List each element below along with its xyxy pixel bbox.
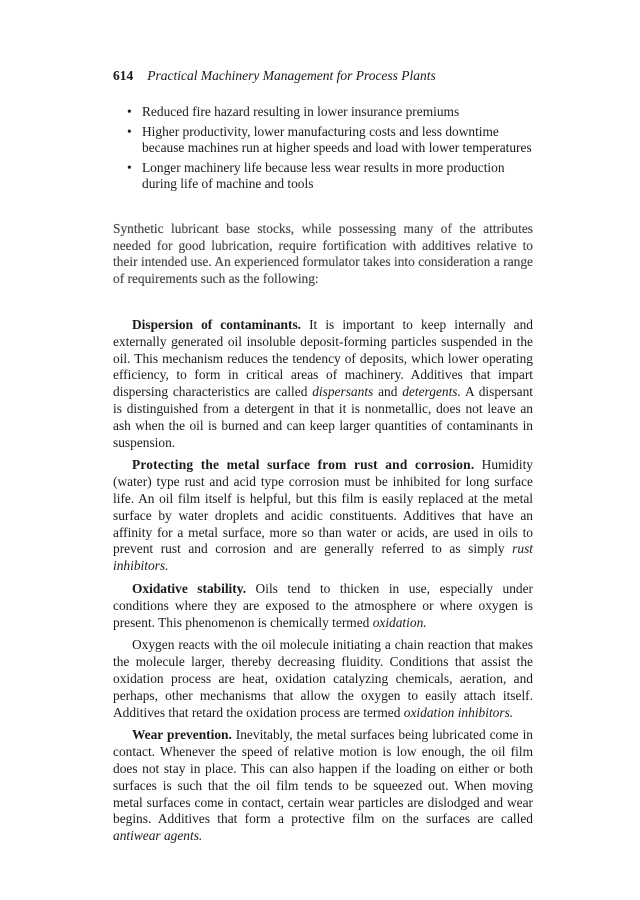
oxidative-heading: Oxidative stability.	[132, 580, 247, 596]
bullet-dot-icon: •	[127, 160, 132, 175]
rust-paragraph	[113, 457, 533, 575]
list-item-text: Reduced fire hazard resulting in lower insurance premiums	[142, 104, 460, 119]
wear-paragraph	[113, 727, 533, 845]
book-title: Practical Machinery Management for Process Plants	[147, 68, 436, 83]
oxidative-paragraph	[113, 581, 533, 631]
paragraph-text: Inevitably, the metal surfaces being lubricated come in contact. Whenever the speed of relative motion is low enough, the oil film does not stay in place. This can also happen if the loading on either or both surfaces is such that the oil film tends to be squeezed out. When moving metal surfaces come in contact, certain wear particles are dislodged and wear begins. Additives that form a protective film on the surfaces are called	[113, 727, 533, 827]
term-oxidation: oxidation.	[372, 614, 427, 630]
running-head	[113, 68, 533, 84]
book-page	[113, 68, 533, 851]
list-item	[113, 104, 533, 120]
list-item-text: Higher productivity, lower manufacturing costs and less downtime because machines run at higher speeds and load with lower temperatures	[142, 124, 532, 155]
bullet-dot-icon: •	[127, 124, 132, 139]
oxygen-paragraph	[113, 637, 533, 721]
page-number: 614	[113, 68, 134, 83]
bullet-dot-icon: •	[127, 104, 132, 119]
paragraph-text: Humidity (water) type rust and acid type corrosion must be inhibited for long surface life. An oil film itself is helpful, but this film is easily replaced at the metal surface by water droplets and acidic constituents. Additives that have an affinity for a metal surface, more so than water or acids, are used in oils to prevent rust and corrosion and are generally referred to as simply	[113, 457, 533, 557]
term-detergents: detergents.	[402, 384, 461, 400]
dispersion-heading: Dispersion of contaminants.	[132, 317, 302, 332]
dispersion-paragraph	[113, 317, 533, 451]
term-oxidation-inhibitors: oxidation inhibitors.	[403, 704, 514, 720]
rust-heading: Protecting the metal surface from rust and corrosion.	[132, 457, 475, 473]
benefits-list	[113, 104, 533, 192]
list-item	[113, 124, 533, 156]
paragraph-text: and	[373, 384, 403, 400]
paragraph-text: A dispersant is distinguished from a detergent in that it is nonmetallic, does not leave an ash when the oil is burned and can keep larger quantities of contaminants in suspension.	[113, 384, 534, 450]
term-antiwear-agents: antiwear agents.	[113, 828, 203, 844]
list-item	[113, 160, 533, 192]
paragraph-text: Oxygen reacts with the oil molecule initiating a chain reaction that makes the molecule larger, thereby decreasing fluidity. Conditions that assist the oxidation process are heat, oxidation catalyzing chemicals, aeration, and perhaps, other mechanisms that allow the oxygen to easily attach itself. Additives that retard the oxidation process are termed	[113, 637, 533, 720]
wear-heading: Wear prevention.	[132, 727, 232, 743]
paragraph-text: Oils tend to thicken in use, especially under conditions where they are exposed to the atmosphere or where oxygen is present. This phenomenon is chemically termed	[113, 580, 533, 630]
term-dispersants: dispersants	[312, 384, 374, 400]
term-rust-inhibitors: rust inhibitors.	[113, 541, 533, 574]
list-item-text: Longer machinery life because less wear results in more production during life of machine and tools	[142, 160, 505, 191]
paragraph-text: It is important to keep internally and externally generated oil insoluble deposit-forming particles suspended in the oil. This mechanism reduces the tendency of deposits, which lower operating efficiency, to form in critical areas of machinery. Additives that impart dispersing characteristics are called	[113, 317, 534, 400]
intro-paragraph: Synthetic lubricant base stocks, while possessing many of the attributes needed for good lubrication, require fortification with additives relative to their intended use. An experienced formulator takes into consideration a range of requirements such as the following:	[113, 221, 533, 286]
